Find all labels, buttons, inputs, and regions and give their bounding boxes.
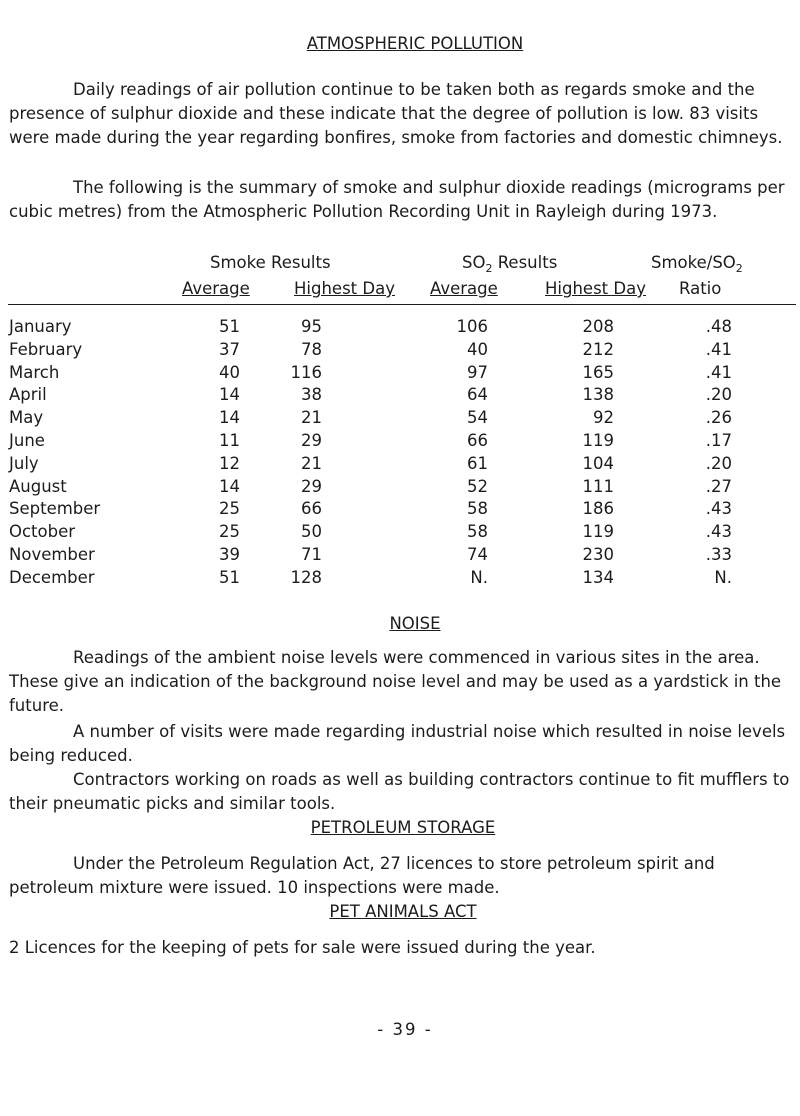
cell-month: October (9, 522, 76, 542)
cell-smoke-average: 51 (219, 317, 240, 336)
cell-ratio: .26 (705, 408, 732, 428)
table-row (0, 543, 800, 566)
cell-month: August (9, 476, 67, 496)
cell-so2-highest-day: 186 (582, 499, 614, 519)
header-so2-highest-day: Highest Day (545, 279, 646, 298)
paragraph-daily-readings: Daily readings of air pollution continue to be taken both as regards smoke and the presence of sulphur dioxide and these indicate that the degree of pollution is low. 83 visits were made during the year regarding bonfires, smoke from factories and domestic chimneys. (9, 80, 783, 147)
table-row (0, 361, 800, 384)
cell-ratio: .27 (705, 476, 732, 496)
paragraph-noise-readings: Readings of the ambient noise levels were commenced in various sites in the area. These give an indication of the background noise level and may be used as a yardstick in the future. (9, 648, 782, 715)
cell-smoke-highest-day: 78 (301, 339, 322, 359)
cell-so2-highest-day: 165 (582, 362, 614, 382)
table-row (0, 383, 800, 406)
cell-so2-average: 58 (467, 522, 488, 542)
header-so2-average: Average (430, 279, 498, 298)
paragraph-petroleum: Under the Petroleum Regulation Act, 27 licences to store petroleum spirit and petroleum mixture were issued. 10 inspections were made. (9, 854, 715, 897)
header-smoke-highest-day: Highest Day (294, 279, 395, 298)
cell-ratio: .20 (705, 385, 732, 405)
cell-ratio: .20 (705, 453, 732, 473)
heading-petroleum-storage: PETROLEUM STORAGE (310, 818, 496, 837)
cell-ratio: .17 (705, 430, 732, 450)
cell-so2-highest-day: 92 (593, 408, 614, 428)
cell-smoke-highest-day: 29 (301, 476, 322, 496)
cell-smoke-highest-day: 38 (301, 385, 322, 405)
header-so2-results: $SO_2$ Results (462, 253, 558, 275)
cell-smoke-highest-day: 66 (301, 499, 322, 519)
cell-smoke-highest-day: 21 (301, 408, 322, 428)
cell-so2-highest-day: 134 (582, 567, 614, 587)
cell-so2-average: 66 (467, 430, 488, 450)
paragraph-pet-licences: 2 Licences for the keeping of pets for sale were issued during the year. (9, 938, 596, 957)
paragraph-contractors: Contractors working on roads as well as building contractors continue to fit mufflers to their pneumatic picks and similar tools. (9, 770, 790, 813)
cell-so2-average: 40 (467, 339, 488, 359)
cell-ratio: .33 (705, 544, 732, 564)
paragraph-industrial-noise: A number of visits were made regarding industrial noise which resulted in noise levels being reduced. (9, 722, 786, 765)
cell-ratio: .48 (705, 317, 732, 336)
cell-smoke-average: 40 (219, 362, 240, 382)
cell-month: February (9, 339, 83, 359)
cell-so2-average: 74 (467, 544, 488, 564)
cell-so2-average: 52 (467, 476, 488, 496)
table-row (0, 566, 800, 589)
cell-ratio: .43 (705, 522, 732, 542)
cell-month: January (9, 317, 72, 336)
cell-smoke-highest-day: 71 (301, 544, 322, 564)
cell-ratio: .41 (705, 339, 732, 359)
cell-so2-highest-day: 119 (582, 522, 614, 542)
header-smoke-average: Average (182, 279, 250, 298)
cell-month: September (9, 499, 101, 519)
table-row (0, 452, 800, 475)
table-row (0, 497, 800, 520)
cell-month: July (9, 453, 39, 473)
cell-so2-average: 58 (467, 499, 488, 519)
cell-so2-highest-day: 208 (582, 317, 614, 336)
cell-smoke-average: 14 (219, 408, 240, 428)
cell-month: April (9, 385, 47, 405)
cell-so2-average: 106 (456, 317, 488, 336)
paragraph-summary-intro: The following is the summary of smoke and sulphur dioxide readings (micrograms per cubic metres) from the Atmospheric Pollution Recording Unit in Rayleigh during 1973. (9, 178, 785, 221)
table-divider (8, 304, 796, 305)
table-row (0, 315, 800, 338)
cell-ratio: .41 (705, 362, 732, 382)
table-row (0, 475, 800, 498)
cell-so2-average: N. (470, 567, 488, 587)
heading-pet-animals-act: PET ANIMALS ACT (329, 902, 477, 921)
cell-smoke-highest-day: 50 (301, 522, 322, 542)
cell-smoke-highest-day: 21 (301, 453, 322, 473)
cell-month: November (9, 544, 95, 564)
pollution-table (0, 315, 800, 589)
table-row (0, 429, 800, 452)
cell-smoke-highest-day: 29 (301, 430, 322, 450)
cell-so2-highest-day: 119 (582, 430, 614, 450)
cell-so2-highest-day: 230 (582, 544, 614, 564)
table-row (0, 520, 800, 543)
cell-so2-highest-day: 138 (582, 385, 614, 405)
header-smoke-results: Smoke Results (210, 253, 331, 272)
table-row (0, 406, 800, 429)
cell-month: March (9, 362, 60, 382)
cell-ratio: .43 (705, 499, 732, 519)
heading-atmospheric-pollution: ATMOSPHERIC POLLUTION (306, 34, 524, 53)
page-number: - 39 - (377, 1020, 433, 1039)
cell-month: May (9, 408, 44, 428)
cell-smoke-average: 12 (219, 453, 240, 473)
cell-month: June (9, 430, 45, 450)
heading-noise: NOISE (389, 614, 441, 633)
cell-so2-average: 97 (467, 362, 488, 382)
header-smoke-so2: Smoke/$SO_2$ (651, 253, 743, 275)
cell-smoke-highest-day: 95 (301, 317, 322, 336)
cell-smoke-average: 25 (219, 522, 240, 542)
cell-so2-highest-day: 104 (582, 453, 614, 473)
cell-smoke-average: 39 (219, 544, 240, 564)
cell-so2-average: 54 (467, 408, 488, 428)
cell-smoke-average: 25 (219, 499, 240, 519)
cell-smoke-highest-day: 128 (290, 567, 322, 587)
cell-smoke-average: 14 (219, 385, 240, 405)
cell-month: December (9, 567, 95, 587)
cell-smoke-highest-day: 116 (290, 362, 322, 382)
cell-so2-highest-day: 212 (582, 339, 614, 359)
table-row (0, 338, 800, 361)
cell-smoke-average: 14 (219, 476, 240, 496)
cell-ratio: N. (714, 567, 732, 587)
cell-so2-average: 61 (467, 453, 488, 473)
cell-smoke-average: 37 (219, 339, 240, 359)
cell-smoke-average: 51 (219, 567, 240, 587)
table-header (0, 251, 800, 305)
cell-so2-average: 64 (467, 385, 488, 405)
header-ratio: Ratio (679, 279, 722, 298)
cell-smoke-average: 11 (219, 430, 240, 450)
cell-so2-highest-day: 111 (582, 476, 614, 496)
